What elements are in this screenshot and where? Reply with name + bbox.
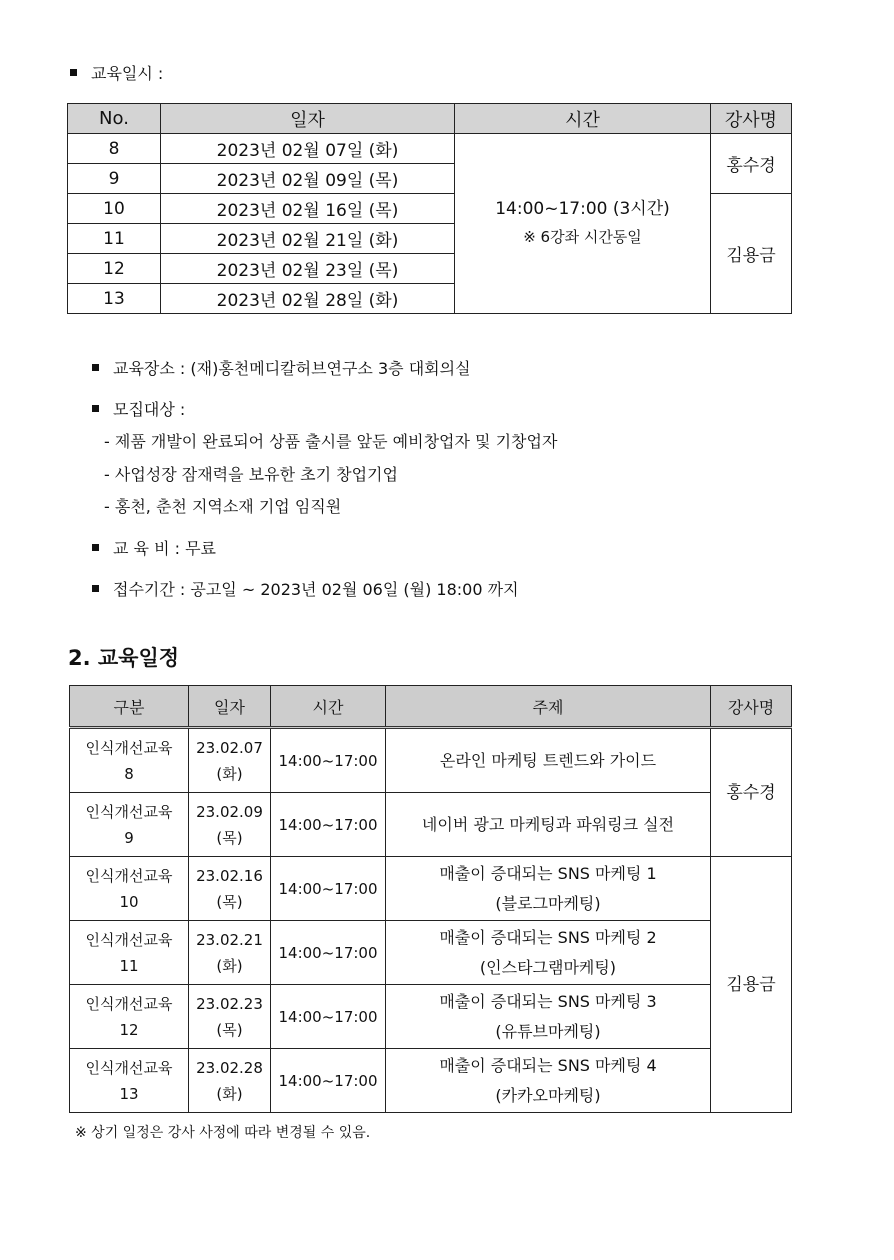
- category-cell: 인식개선교육 11: [70, 921, 189, 985]
- time-cell: 14:00~17:00: [271, 1049, 386, 1113]
- header-date: 일자: [161, 104, 455, 134]
- topic-cell: 매출이 증대되는 SNS 마케팅 3 (유튜브마케팅): [386, 985, 711, 1049]
- table-row: [70, 793, 792, 857]
- topic-cell: 매출이 증대되는 SNS 마케팅 1 (블로그마케팅): [386, 857, 711, 921]
- date-cell: 23.02.09 (목): [189, 793, 271, 857]
- instructor-cell: 홍수경: [711, 728, 792, 857]
- time-cell: 14:00~17:00: [271, 793, 386, 857]
- table-row: [68, 134, 792, 164]
- table-row: [70, 921, 792, 985]
- date-cell: 23.02.28 (화): [189, 1049, 271, 1113]
- square-bullet-icon: [70, 69, 77, 76]
- header-date: 일자: [189, 686, 271, 728]
- row-no: 12: [68, 254, 161, 284]
- date-cell: 23.02.16 (목): [189, 857, 271, 921]
- table-header-row: [68, 104, 792, 134]
- square-bullet-icon: [92, 544, 99, 551]
- target-heading: 모집대상 :: [92, 400, 185, 420]
- time-cell: 14:00~17:00: [271, 728, 386, 793]
- edu-datetime-heading: 교육일시 :: [70, 64, 163, 84]
- row-date: 2023년 02월 09일 (목): [161, 164, 455, 194]
- date-cell: 23.02.23 (목): [189, 985, 271, 1049]
- target-item: - 사업성장 잠재력을 보유한 초기 창업기업: [104, 465, 398, 484]
- category-cell: 인식개선교육 10: [70, 857, 189, 921]
- header-time: 시간: [271, 686, 386, 728]
- table-header-row: [70, 686, 792, 728]
- row-date: 2023년 02월 23일 (목): [161, 254, 455, 284]
- application-period: 접수기간 : 공고일 ~ 2023년 02월 06일 (월) 18:00 까지: [92, 580, 519, 600]
- table-row: [70, 728, 792, 793]
- category-cell: 인식개선교육 12: [70, 985, 189, 1049]
- time-cell: 14:00~17:00: [271, 857, 386, 921]
- target-item: - 홍천, 춘천 지역소재 기업 임직원: [104, 497, 342, 516]
- header-time: 시간: [455, 104, 711, 134]
- row-no: 13: [68, 284, 161, 314]
- topic-cell: 매출이 증대되는 SNS 마케팅 2 (인스타그램마케팅): [386, 921, 711, 985]
- row-date: 2023년 02월 16일 (목): [161, 194, 455, 224]
- time-cell: 14:00~17:00: [271, 921, 386, 985]
- row-no: 11: [68, 224, 161, 254]
- row-date: 2023년 02월 07일 (화): [161, 134, 455, 164]
- target-item: - 제품 개발이 완료되어 상품 출시를 앞둔 예비창업자 및 기창업자: [104, 432, 558, 451]
- table-row: [70, 1049, 792, 1113]
- category-cell: 인식개선교육 9: [70, 793, 189, 857]
- row-date: 2023년 02월 28일 (화): [161, 284, 455, 314]
- time-cell: 14:00~17:00: [271, 985, 386, 1049]
- square-bullet-icon: [92, 364, 99, 371]
- header-no: No.: [68, 104, 161, 134]
- section-title: 2. 교육일정: [68, 646, 180, 670]
- category-cell: 인식개선교육 13: [70, 1049, 189, 1113]
- date-cell: 23.02.07 (화): [189, 728, 271, 793]
- edu-fee: 교 육 비 : 무료: [92, 539, 216, 559]
- table-row: [70, 985, 792, 1049]
- instructor-cell: 김용금: [711, 857, 792, 1113]
- table-row: [70, 857, 792, 921]
- time-main: 14:00~17:00 (3시간): [495, 198, 670, 219]
- schedule-summary-table: [67, 103, 792, 314]
- row-no: 10: [68, 194, 161, 224]
- header-topic: 주제: [386, 686, 711, 728]
- header-instructor: 강사명: [711, 104, 792, 134]
- edu-place: 교육장소 : (재)홍천메디칼허브연구소 3층 대회의실: [92, 359, 471, 379]
- shared-time-cell: [455, 134, 711, 314]
- square-bullet-icon: [92, 405, 99, 412]
- header-category: 구분: [70, 686, 189, 728]
- time-note: ※ 6강좌 시간동일: [523, 227, 642, 246]
- topic-cell: 네이버 광고 마케팅과 파워링크 실전: [386, 793, 711, 857]
- row-no: 8: [68, 134, 161, 164]
- date-cell: 23.02.21 (화): [189, 921, 271, 985]
- instructor-cell: 홍수경: [711, 134, 792, 194]
- row-no: 9: [68, 164, 161, 194]
- square-bullet-icon: [92, 585, 99, 592]
- topic-cell: 온라인 마케팅 트렌드와 가이드: [386, 728, 711, 793]
- footnote: ※ 상기 일정은 강사 사정에 따라 변경될 수 있음.: [75, 1125, 371, 1141]
- header-instructor: 강사명: [711, 686, 792, 728]
- category-cell: 인식개선교육 8: [70, 728, 189, 793]
- row-date: 2023년 02월 21일 (화): [161, 224, 455, 254]
- topic-cell: 매출이 증대되는 SNS 마케팅 4 (카카오마케팅): [386, 1049, 711, 1113]
- education-schedule-table: [69, 685, 792, 1113]
- instructor-cell: 김용금: [711, 194, 792, 314]
